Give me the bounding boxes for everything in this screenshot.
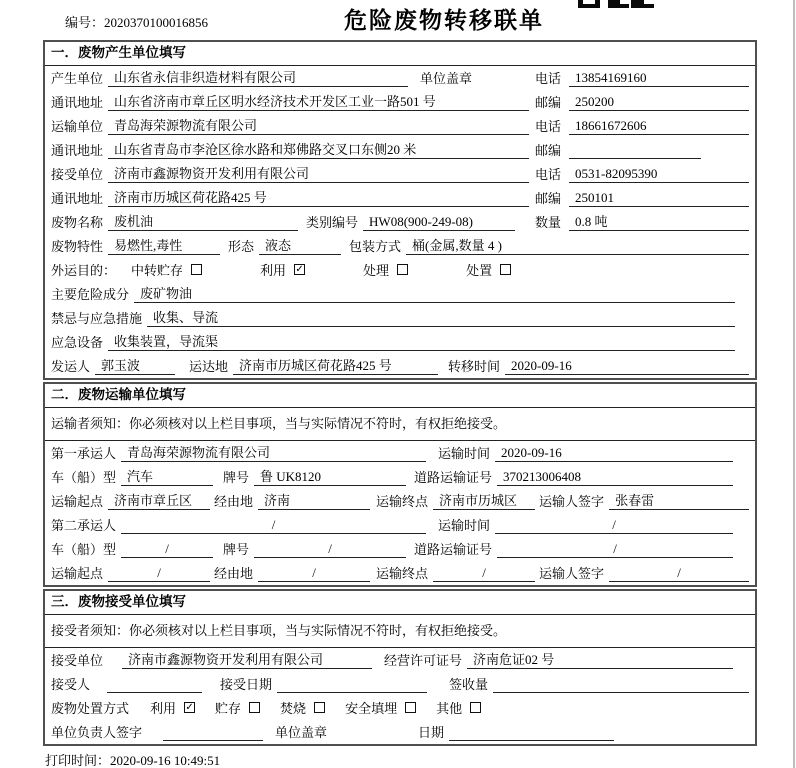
receive-date-value	[277, 677, 427, 693]
receive-unit-label: 接受单位	[51, 653, 104, 668]
equipment-label: 应急设备	[51, 335, 104, 350]
checkbox-box	[314, 702, 325, 713]
row-route-2	[45, 561, 755, 585]
destination-label: 运达地	[189, 359, 229, 374]
plate-value: /	[254, 541, 406, 558]
receive-unit-value: 济南市鑫源物资开发利用有限公司	[122, 652, 372, 669]
checkbox-dispose	[466, 260, 511, 279]
phone-value: 18661672606	[569, 118, 749, 135]
qr-block	[644, 4, 654, 8]
transfer-time-value: 2020-09-16	[505, 358, 749, 375]
carrier-sign-value: 张春雷	[609, 493, 749, 510]
unit-seal-label: 单位盖章	[420, 71, 473, 86]
address-label: 通讯地址	[51, 95, 104, 110]
via-value: /	[258, 565, 370, 582]
phone-group	[535, 68, 749, 87]
receiver-unit-label: 接受单位	[51, 167, 104, 182]
hazard-label: 主要危险成分	[51, 287, 130, 302]
address-label: 通讯地址	[51, 143, 104, 158]
endpoint-label: 运输终点	[376, 494, 429, 509]
responsible-sign-label: 单位负责人签字	[51, 725, 143, 740]
checkbox-storage	[215, 698, 260, 717]
row-receiver-address	[45, 186, 755, 210]
checkbox-box	[405, 702, 416, 713]
row-emergency-measures	[45, 306, 755, 330]
equipment-value: 收集装置，导流渠	[108, 334, 735, 351]
checkbox-utilize	[260, 260, 305, 279]
phone-group	[535, 164, 749, 183]
responsible-sign-value	[163, 725, 263, 741]
origin-label: 运输起点	[51, 494, 104, 509]
section-receiver-heading: 三．废物接受单位填写	[45, 591, 755, 615]
date-value	[449, 725, 614, 741]
plate-label: 牌号	[223, 542, 250, 557]
endpoint-value: 济南市历城区	[433, 493, 535, 510]
transport-time-value: /	[495, 517, 733, 534]
checkbox-label: 处置	[466, 263, 493, 278]
unit-seal-label: 单位盖章	[275, 725, 328, 740]
receive-person-label: 接受人	[51, 677, 91, 692]
category-value: HW08(900-249-08)	[363, 214, 515, 231]
checkbox-box: ✓	[295, 263, 304, 275]
quantity-label: 数量	[535, 215, 562, 230]
emergency-value: 收集、导流	[147, 310, 735, 327]
carrier-label: 第一承运人	[51, 446, 117, 461]
document-title: 危险废物转移联单	[344, 8, 544, 33]
transport-time-label: 运输时间	[438, 446, 491, 461]
row-vehicle-2	[45, 537, 755, 561]
row-waste-name	[45, 210, 755, 234]
row-first-carrier	[45, 441, 755, 465]
checkbox-label: 贮存	[215, 701, 242, 716]
transporter-notice: 运输者须知：你必须核对以上栏目事项，当与实际情况不符时，有权拒绝接受。	[45, 408, 755, 441]
address-value: 山东省济南市章丘区明水经济技术开发区工业一路501 号	[108, 94, 529, 111]
qr-block	[620, 4, 629, 8]
zip-label: 邮编	[535, 191, 562, 206]
address-value: 济南市历城区荷花路425 号	[108, 190, 529, 207]
checkbox-transfer-storage	[131, 260, 202, 279]
row-transport-address	[45, 138, 755, 162]
purpose-label: 外运目的：	[51, 263, 117, 278]
row-transport-unit	[45, 114, 755, 138]
phone-label: 电话	[535, 119, 562, 134]
section-receiver	[43, 589, 757, 746]
producer-unit-label: 产生单位	[51, 71, 104, 86]
carrier-sign-value: /	[609, 565, 749, 582]
phone-label: 电话	[535, 71, 562, 86]
quantity-group	[535, 212, 749, 231]
packing-value: 桶(金属,数量 4 )	[406, 238, 749, 255]
checkbox-treat	[363, 260, 408, 279]
checkbox-box	[470, 702, 481, 713]
vehicle-type-value: 汽车	[121, 469, 213, 486]
transport-time-label: 运输时间	[438, 518, 491, 533]
plate-value: 鲁 UK8120	[254, 469, 406, 486]
plate-label: 牌号	[223, 470, 250, 485]
license-value: 济南危证02 号	[467, 652, 733, 669]
checkbox-label: 安全填埋	[345, 701, 398, 716]
section-transporter-heading: 二．废物运输单位填写	[45, 384, 755, 408]
endpoint-value: /	[433, 565, 535, 582]
vehicle-type-label: 车（船）型	[51, 542, 117, 557]
carrier-label: 第二承运人	[51, 518, 117, 533]
receipt-amount-value	[493, 677, 749, 693]
phone-label: 电话	[535, 167, 562, 182]
receipt-amount-label: 签收量	[449, 677, 489, 692]
checkbox-label: 利用	[260, 263, 287, 278]
checkbox-safe-landfill	[345, 698, 416, 717]
origin-value: /	[108, 565, 210, 582]
checkbox-other	[436, 698, 481, 717]
shipper-value: 郭玉波	[95, 358, 175, 375]
origin-label: 运输起点	[51, 566, 104, 581]
checkbox-label: 中转贮存	[131, 263, 184, 278]
checkbox-box	[500, 264, 511, 275]
serial-value: 2020370100016856	[104, 15, 209, 30]
qr-code-icon	[578, 0, 656, 8]
row-emergency-equipment	[45, 330, 755, 354]
zip-group	[535, 140, 749, 159]
disposal-method-label: 废物处置方式	[51, 701, 130, 716]
origin-value: 济南市章丘区	[108, 493, 210, 510]
receiver-notice: 接受者须知：你必须核对以上栏目事项，当与实际情况不符时，有权拒绝接受。	[45, 615, 755, 648]
carrier-sign-label: 运输人签字	[539, 566, 605, 581]
road-permit-value: 370213006408	[497, 469, 733, 486]
qr-block	[608, 0, 620, 8]
carrier-sign-label: 运输人签字	[539, 494, 605, 509]
category-label: 类别编号	[306, 215, 359, 230]
checkbox-utilize	[150, 698, 195, 717]
zip-group	[535, 92, 749, 111]
manifest-form	[43, 40, 757, 748]
receive-date-label: 接受日期	[220, 677, 273, 692]
emergency-label: 禁忌与应急措施	[51, 311, 143, 326]
zip-value	[569, 143, 701, 159]
row-route-1	[45, 489, 755, 513]
checkbox-label: 其他	[436, 701, 463, 716]
checkbox-box	[397, 264, 408, 275]
page-right-edge	[793, 0, 795, 768]
transport-unit-value: 青岛海荣源物流有限公司	[108, 118, 529, 135]
phone-group	[535, 116, 749, 135]
zip-label: 邮编	[535, 95, 562, 110]
checkbox-label: 利用	[150, 701, 177, 716]
license-label: 经营许可证号	[384, 653, 463, 668]
date-label: 日期	[418, 725, 445, 740]
hazard-value: 废矿物油	[134, 286, 735, 303]
address-label: 通讯地址	[51, 191, 104, 206]
row-transfer-purpose	[45, 258, 755, 282]
serial-label: 编号：	[65, 15, 105, 30]
zip-value: 250200	[569, 94, 749, 111]
address-value: 山东省青岛市李沧区徐水路和郑佛路交叉口东侧20 米	[108, 142, 529, 159]
waste-name-value: 废机油	[108, 214, 298, 231]
endpoint-label: 运输终点	[376, 566, 429, 581]
phase-label: 形态	[228, 239, 255, 254]
checkbox-incinerate	[280, 698, 325, 717]
quantity-value: 0.8 吨	[569, 214, 749, 231]
row-producer-unit	[45, 66, 755, 90]
row-vehicle-1	[45, 465, 755, 489]
section-producer	[43, 40, 757, 380]
producer-unit-value: 山东省永信非织造材料有限公司	[108, 70, 408, 87]
zip-label: 邮编	[535, 143, 562, 158]
transfer-time-label: 转移时间	[448, 359, 501, 374]
checkbox-box: ✓	[185, 701, 194, 713]
road-permit-label: 道路运输证号	[414, 542, 493, 557]
row-second-carrier	[45, 513, 755, 537]
checkbox-label: 焚烧	[280, 701, 307, 716]
vehicle-type-value: /	[121, 541, 213, 558]
zip-group	[535, 188, 749, 207]
section-producer-heading: 一．废物产生单位填写	[45, 42, 755, 66]
row-producer-address	[45, 90, 755, 114]
row-shipper	[45, 354, 755, 378]
row-waste-trait	[45, 234, 755, 258]
via-label: 经由地	[214, 494, 254, 509]
row-responsible-sign	[45, 720, 755, 744]
zip-value: 250101	[569, 190, 749, 207]
qr-block	[583, 0, 595, 4]
checkbox-box	[191, 264, 202, 275]
row-hazard-component	[45, 282, 755, 306]
row-receiver-unit	[45, 162, 755, 186]
phone-value: 13854169160	[569, 70, 749, 87]
row-disposal-method	[45, 696, 755, 720]
road-permit-label: 道路运输证号	[414, 470, 493, 485]
trait-value: 易燃性,毒性	[108, 238, 220, 255]
transport-time-value: 2020-09-16	[495, 445, 733, 462]
print-time: 打印时间：2020-09-16 10:49:51	[45, 753, 221, 768]
carrier-value: /	[121, 517, 426, 534]
qr-block	[631, 0, 644, 8]
receiver-unit-value: 济南市鑫源物资开发利用有限公司	[108, 166, 529, 183]
via-label: 经由地	[214, 566, 254, 581]
row-receive-unit	[45, 648, 755, 672]
vehicle-type-label: 车（船）型	[51, 470, 117, 485]
row-receive-person	[45, 672, 755, 696]
phone-value: 0531-82095390	[569, 166, 749, 183]
section-transporter	[43, 382, 757, 587]
receive-person-value	[107, 677, 202, 693]
trait-label: 废物特性	[51, 239, 104, 254]
via-value: 济南	[258, 493, 370, 510]
phase-value: 液态	[259, 238, 341, 255]
shipper-label: 发运人	[51, 359, 91, 374]
checkbox-label: 处理	[363, 263, 390, 278]
road-permit-value: /	[497, 541, 733, 558]
destination-value: 济南市历城区荷花路425 号	[233, 358, 438, 375]
waste-name-label: 废物名称	[51, 215, 104, 230]
checkbox-box	[249, 702, 260, 713]
carrier-value: 青岛海荣源物流有限公司	[121, 445, 426, 462]
transport-unit-label: 运输单位	[51, 119, 104, 134]
packing-label: 包装方式	[349, 239, 402, 254]
